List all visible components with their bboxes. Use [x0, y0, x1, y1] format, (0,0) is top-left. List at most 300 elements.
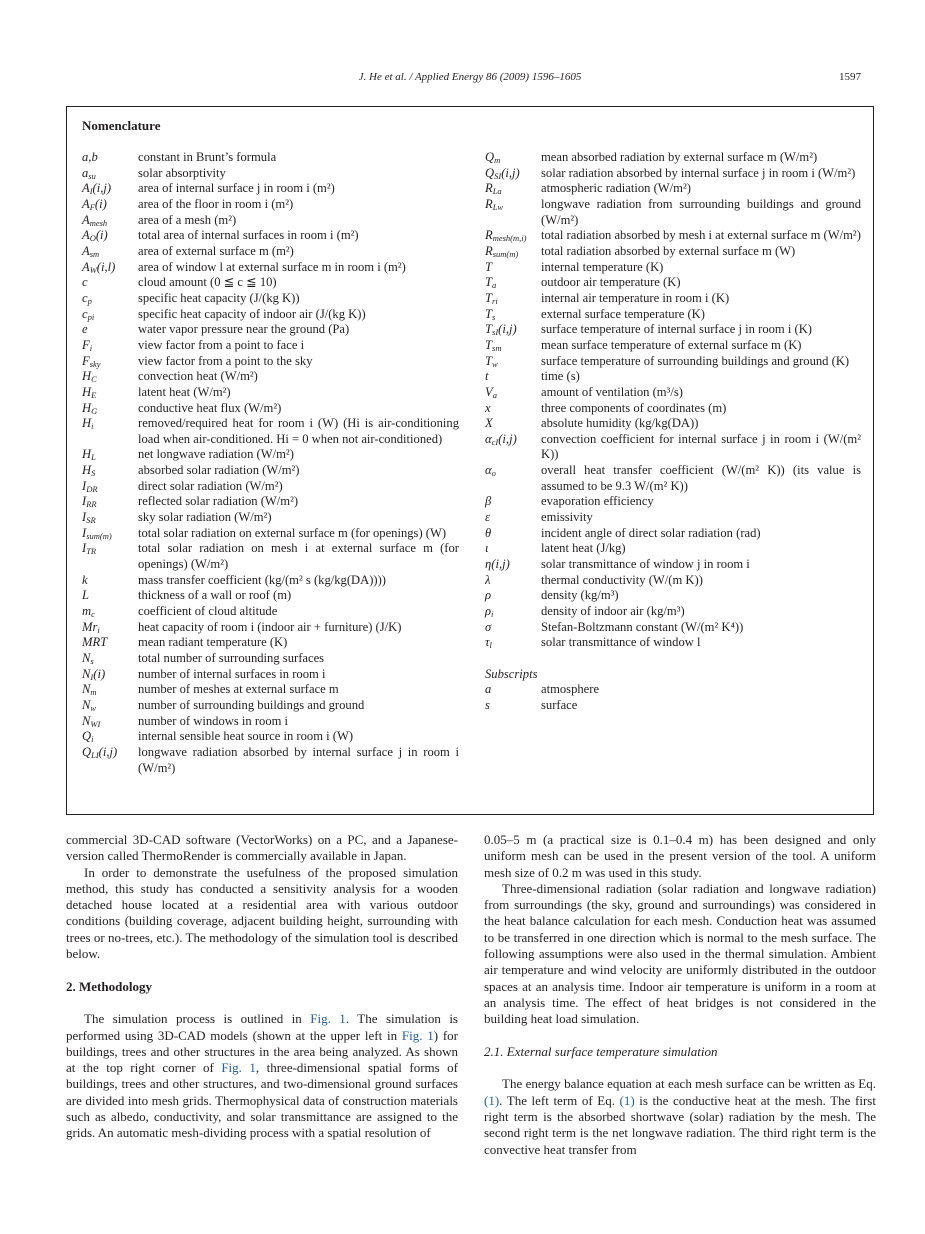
symbol-base: k — [82, 572, 88, 587]
nomenclature-entry — [485, 573, 861, 589]
symbol-base: T — [485, 306, 493, 321]
subsection-heading: 2.1. External surface temperature simulation — [484, 1043, 718, 1059]
symbol-base: T — [485, 259, 493, 274]
nomenclature-description: internal air temperature in room i (K) — [541, 290, 730, 305]
symbol-subscript: I — [89, 186, 93, 197]
nomenclature-description: evaporation efficiency — [541, 494, 654, 509]
symbol-base: Q — [82, 729, 92, 744]
symbol-base: A — [82, 228, 90, 243]
nomenclature-description: surface — [541, 697, 578, 712]
symbol-base: Q — [485, 165, 495, 180]
nomenclature-symbol — [485, 698, 541, 714]
nomenclature-symbol — [485, 354, 541, 370]
nomenclature-entry — [82, 714, 459, 730]
symbol-base: A — [82, 259, 90, 274]
nomenclature-symbol — [485, 432, 541, 463]
nomenclature-description: area of a mesh (m²) — [138, 212, 237, 227]
nomenclature-entry — [82, 620, 459, 636]
nomenclature-symbol — [82, 369, 138, 385]
symbol-base: t — [485, 369, 489, 384]
nomenclature-symbol — [82, 635, 138, 651]
nomenclature-description: specific heat capacity (J/(kg K)) — [138, 290, 300, 305]
symbol-subscript: p — [87, 295, 92, 306]
nomenclature-entry — [485, 369, 861, 385]
paragraph-text: 0.05–5 m (a practical size is 0.1–0.4 m) has been designed and only uniform mesh can be used in the present version of the tool. A uniform mesh size of 0.2 m was used in this study. — [484, 832, 876, 880]
nomenclature-symbol — [82, 667, 138, 683]
symbol-subscript: m — [494, 155, 501, 165]
symbol-subscript: I — [90, 671, 94, 682]
symbol-subscript: s — [492, 311, 496, 322]
nomenclature-symbol — [485, 557, 541, 573]
symbol-subscript: sm — [89, 248, 100, 259]
symbol-args: (i,j) — [491, 557, 510, 572]
nomenclature-description: solar transmittance of window j in room i — [541, 557, 750, 572]
nomenclature-entry — [82, 150, 459, 166]
nomenclature-description: specific heat capacity of indoor air (J/(kg K)) — [138, 306, 366, 321]
nomenclature-symbol — [82, 197, 138, 213]
nomenclature-description: convection heat (W/m²) — [138, 369, 258, 384]
nomenclature-symbol — [485, 588, 541, 604]
nomenclature-entry — [82, 197, 459, 213]
symbol-base: θ — [485, 525, 492, 540]
paragraph-text: The simulation process is outlined in — [84, 1011, 311, 1027]
nomenclature-entry — [82, 604, 459, 620]
nomenclature-entry — [485, 166, 861, 182]
nomenclature-entry — [82, 526, 459, 542]
nomenclature-symbol — [485, 494, 541, 510]
nomenclature-description: constant in Brunt’s formula — [138, 150, 277, 164]
nomenclature-symbol — [485, 260, 541, 276]
nomenclature-symbol — [82, 291, 138, 307]
symbol-subscript: L — [91, 452, 96, 463]
nomenclature-description: mean radiant temperature (K) — [138, 635, 288, 650]
nomenclature-entry — [82, 494, 459, 510]
nomenclature-entry — [485, 698, 861, 714]
body-right-column — [484, 832, 876, 1158]
symbol-base: N — [82, 713, 91, 728]
nomenclature-entry — [485, 401, 861, 417]
symbol-base: α — [485, 431, 492, 446]
nomenclature-description: latent heat (W/m²) — [138, 384, 231, 399]
symbol-base: H — [82, 416, 92, 431]
symbol-subscript: RR — [86, 499, 97, 510]
body-paragraph — [484, 1076, 876, 1157]
symbol-subscript: cI — [491, 436, 499, 447]
symbol-subscript: E — [91, 389, 97, 400]
symbol-base: N — [82, 682, 91, 697]
symbol-subscript: ri — [492, 295, 498, 306]
symbol-base: T — [485, 290, 493, 305]
nomenclature-description: atmosphere — [541, 682, 600, 697]
nomenclature-box — [66, 106, 874, 815]
symbol-base: a — [82, 150, 89, 164]
nomenclature-description: coefficient of cloud altitude — [138, 604, 278, 619]
nomenclature-symbol — [82, 604, 138, 620]
symbol-subscript: sm — [492, 342, 502, 353]
nomenclature-description: Stefan-Boltzmann constant (W/(m² K⁴)) — [541, 619, 744, 634]
body-paragraph — [66, 1011, 458, 1141]
symbol-subscript: sky — [89, 358, 101, 369]
nomenclature-entry — [485, 432, 861, 463]
symbol-base: s — [485, 697, 490, 712]
symbol-subscript: pi — [87, 311, 95, 322]
nomenclature-entry — [485, 385, 861, 401]
nomenclature-entry — [82, 447, 459, 463]
symbol-subscript: W — [89, 264, 97, 275]
symbol-base: x — [485, 400, 491, 415]
nomenclature-entry — [485, 338, 861, 354]
symbol-subscript: o — [491, 468, 496, 479]
nomenclature-description: area of the floor in room i (m²) — [138, 196, 294, 211]
nomenclature-entry — [82, 322, 459, 338]
nomenclature-description: number of surrounding buildings and ground — [138, 697, 365, 712]
nomenclature-description: reflected solar radiation (W/m²) — [138, 494, 299, 509]
symbol-args: (i,j) — [92, 181, 112, 196]
symbol-base: R — [485, 243, 493, 258]
symbol-base: Q — [82, 744, 92, 759]
symbol-subscript: c — [91, 609, 95, 620]
symbol-base: A — [82, 243, 90, 258]
symbol-subscript: i — [97, 624, 100, 635]
nomenclature-symbol — [485, 244, 541, 260]
nomenclature-description: total solar radiation on external surface m (for openings) (W) — [138, 525, 447, 540]
symbol-base: T — [485, 337, 493, 352]
nomenclature-entry — [82, 338, 459, 354]
nomenclature-entry — [82, 228, 459, 244]
symbol-base: ι — [485, 541, 489, 556]
nomenclature-symbol — [82, 354, 138, 370]
symbol-subscript: C — [91, 374, 97, 385]
nomenclature-description: convection coefficient for internal surface j in room i (W/(m² K)) — [541, 431, 861, 462]
body-paragraph — [66, 865, 458, 963]
symbol-subscript: mesh — [89, 217, 108, 228]
cross-reference-link[interactable]: (1) — [484, 1092, 500, 1108]
nomenclature-description: absolute humidity (kg/kg(DA)) — [541, 416, 699, 431]
symbol-base: H — [82, 447, 92, 462]
symbol-subscript: i — [491, 609, 494, 620]
symbol-subscript: i — [91, 734, 94, 745]
symbol-subscript: G — [91, 405, 98, 416]
paragraph-text: In order to demonstrate the usefulness of the proposed simulation method, this study has conducted a sensitivity analysis for a wooden detached house located at a residential area with various outdoor conditions (building coverage, adjacent building height, surrounding with trees or no-trees, etc.). The methodology of the simulation tool is described below. — [66, 864, 458, 962]
nomenclature-entry — [485, 322, 861, 338]
symbol-base: I — [82, 525, 87, 540]
nomenclature-symbol — [485, 275, 541, 291]
section-heading: 2. Methodology — [66, 978, 152, 994]
nomenclature-symbol — [485, 573, 541, 589]
symbol-subscript: LI — [91, 749, 99, 760]
symbol-subscript: i — [91, 421, 94, 432]
nomenclature-symbol — [82, 729, 138, 745]
body-left-column — [66, 832, 458, 1142]
symbol-base: Q — [485, 150, 495, 164]
symbol-base: T — [485, 353, 493, 368]
paragraph-text: , three-dimensional spatial forms of buildings, trees and other structures, and two-dimensional ground surfaces are divided into mesh grids. Thermophysical data of construction materials such as albedo, conductivity, and solar transmittance are assigned to the grids. An automatic mesh-dividing process with a spatial resolution of — [66, 1060, 458, 1141]
nomenclature-description: solar transmittance of window l — [541, 635, 701, 650]
nomenclature-symbol — [82, 275, 138, 291]
paragraph-text: . The left term of Eq. — [499, 1092, 620, 1108]
nomenclature-symbol — [485, 197, 541, 228]
nomenclature-entry — [82, 667, 459, 683]
symbol-base: A — [82, 212, 90, 227]
nomenclature-description: time (s) — [541, 369, 580, 384]
nomenclature-description: total solar radiation on mesh i at external surface m (for openings) (W/m²) — [138, 541, 459, 572]
nomenclature-symbol — [485, 526, 541, 542]
symbol-base: Mr — [82, 619, 98, 634]
nomenclature-entry — [485, 416, 861, 432]
nomenclature-entry — [82, 682, 459, 698]
symbol-args: (i,j) — [98, 744, 118, 759]
symbol-base: N — [82, 651, 91, 665]
nomenclature-right-column — [485, 150, 861, 714]
symbol-subscript: sum(m) — [492, 248, 519, 259]
nomenclature-entry — [485, 150, 861, 166]
nomenclature-symbol — [82, 588, 138, 604]
nomenclature-entry — [82, 275, 459, 291]
nomenclature-symbol — [82, 573, 138, 589]
nomenclature-description: three components of coordinates (m) — [541, 400, 727, 415]
nomenclature-entry — [82, 401, 459, 417]
nomenclature-symbol — [82, 322, 138, 338]
symbol-subscript: su — [88, 170, 96, 181]
nomenclature-entry — [82, 416, 459, 447]
nomenclature-description: heat capacity of room i (indoor air + furniture) (J/K) — [138, 619, 402, 634]
symbol-subscript: s — [90, 656, 94, 666]
nomenclature-description: view factor from a point to face i — [138, 337, 305, 352]
symbol-base: a — [82, 165, 89, 180]
symbol-base: F — [82, 337, 90, 352]
symbol-base: X — [485, 416, 493, 431]
nomenclature-symbol — [82, 213, 138, 229]
symbol-subscript: SI — [494, 170, 502, 181]
symbol-base: N — [82, 697, 91, 712]
paragraph-text: The energy balance equation at each mesh surface can be written as Eq. — [502, 1076, 876, 1092]
symbol-base: c — [82, 306, 88, 321]
nomenclature-description: emissivity — [541, 510, 593, 525]
symbol-base: I — [82, 541, 87, 556]
symbol-args: ,b — [88, 150, 98, 164]
nomenclature-description: direct solar radiation (W/m²) — [138, 478, 283, 493]
nomenclature-description: total number of surrounding surfaces — [138, 651, 325, 665]
symbol-base: I — [82, 510, 87, 525]
symbol-subscript: S — [91, 468, 96, 479]
nomenclature-description: longwave radiation absorbed by internal surface j in room i (W/m²) — [138, 744, 459, 775]
nomenclature-symbol — [485, 150, 541, 166]
symbol-subscript: WI — [90, 718, 101, 729]
paragraph-text: ) for buildings, trees and other structures in the area being analyzed. As shown at the top right corner of — [66, 1027, 458, 1076]
nomenclature-symbol — [485, 369, 541, 385]
cross-reference-link[interactable]: (1) — [619, 1092, 635, 1108]
symbol-subscript: mesh(m,i) — [492, 233, 527, 244]
nomenclature-symbol — [82, 479, 138, 495]
nomenclature-symbol — [82, 651, 138, 667]
nomenclature-symbol — [82, 416, 138, 447]
nomenclature-description: density (kg/m³) — [541, 588, 619, 603]
nomenclature-description: number of windows in room i — [138, 713, 289, 728]
symbol-subscript: Lw — [492, 201, 504, 212]
nomenclature-symbol — [82, 228, 138, 244]
nomenclature-entry — [82, 510, 459, 526]
symbol-args: (i,l) — [96, 259, 116, 274]
symbol-args: (i) — [93, 666, 106, 681]
nomenclature-entry — [82, 354, 459, 370]
nomenclature-entry — [82, 166, 459, 182]
nomenclature-symbol — [485, 401, 541, 417]
paragraph-text: is the conductive heat at the mesh. The first right term is the absorbed shortwave (solar) radiation by the mesh. The second right term is the net longwave radiation. The third right term is the convective heat transfer from — [484, 1092, 876, 1157]
nomenclature-entry — [485, 307, 861, 323]
nomenclature-entry — [82, 369, 459, 385]
nomenclature-description: total area of internal surfaces in room i (m²) — [138, 228, 359, 243]
nomenclature-entry — [82, 541, 459, 572]
symbol-base: ρ — [485, 588, 492, 603]
symbol-base: α — [485, 463, 492, 478]
nomenclature-entry — [82, 181, 459, 197]
nomenclature-entry — [82, 260, 459, 276]
nomenclature-description: absorbed solar radiation (W/m²) — [138, 463, 300, 478]
symbol-base: T — [485, 322, 493, 337]
cross-reference-link[interactable]: Fig. 1 — [401, 1027, 434, 1043]
nomenclature-symbol — [82, 150, 138, 166]
nomenclature-description: total radiation absorbed by external surface m (W) — [541, 243, 796, 258]
symbol-subscript: m — [90, 687, 97, 698]
nomenclature-symbol — [82, 698, 138, 714]
nomenclature-symbol — [485, 166, 541, 182]
nomenclature-entry — [485, 228, 861, 244]
symbol-base: ρ — [485, 604, 492, 619]
nomenclature-entry — [485, 291, 861, 307]
symbol-subscript: w — [90, 702, 97, 713]
nomenclature-symbol — [82, 166, 138, 182]
nomenclature-entry — [82, 244, 459, 260]
nomenclature-entry — [485, 260, 861, 276]
nomenclature-entry — [485, 541, 861, 557]
symbol-base: a — [485, 682, 492, 697]
symbol-subscript: SR — [86, 515, 96, 526]
nomenclature-symbol — [82, 385, 138, 401]
nomenclature-entry — [485, 494, 861, 510]
nomenclature-entry — [82, 463, 459, 479]
nomenclature-entry — [82, 385, 459, 401]
nomenclature-description: thickness of a wall or roof (m) — [138, 588, 292, 603]
symbol-base: m — [82, 604, 92, 619]
nomenclature-description: total radiation absorbed by mesh i at external surface m (W/m²) — [541, 228, 861, 243]
nomenclature-description: number of meshes at external surface m — [138, 682, 339, 697]
symbol-base: A — [82, 196, 90, 211]
nomenclature-symbol — [82, 620, 138, 636]
nomenclature-entry — [485, 463, 861, 494]
paragraph-text: . The simulation is performed using 3D-CAD models (shown at the upper left in — [66, 1011, 458, 1043]
nomenclature-description: amount of ventilation (m³/s) — [541, 384, 683, 399]
nomenclature-description: latent heat (J/kg) — [541, 541, 626, 556]
nomenclature-description: area of internal surface j in room i (m²) — [138, 181, 335, 196]
nomenclature-symbol — [485, 463, 541, 494]
nomenclature-description: external surface temperature (K) — [541, 306, 705, 321]
nomenclature-symbol — [485, 510, 541, 526]
nomenclature-entry — [82, 307, 459, 323]
nomenclature-entry — [82, 573, 459, 589]
symbol-subscript: La — [492, 186, 502, 197]
symbol-base: R — [485, 181, 493, 196]
nomenclature-symbol — [485, 338, 541, 354]
nomenclature-symbol — [82, 714, 138, 730]
nomenclature-entry — [82, 745, 459, 776]
symbol-base: H — [82, 369, 92, 384]
symbol-subscript: l — [489, 640, 492, 651]
symbol-args: (i,j) — [498, 431, 517, 446]
nomenclature-symbol — [82, 244, 138, 260]
cross-reference-link[interactable]: Fig. 1 — [310, 1011, 346, 1027]
nomenclature-symbol — [82, 447, 138, 463]
nomenclature-description: incident angle of direct solar radiation (rad) — [541, 525, 761, 540]
nomenclature-symbol — [82, 260, 138, 276]
symbol-base: ε — [485, 510, 490, 525]
cross-reference-link[interactable]: Fig. 1 — [221, 1060, 256, 1076]
nomenclature-description: view factor from a point to the sky — [138, 353, 313, 368]
symbol-base: F — [82, 353, 90, 368]
nomenclature-symbol — [82, 463, 138, 479]
nomenclature-description: sky solar radiation (W/m²) — [138, 510, 272, 525]
subscripts-title: Subscripts — [485, 666, 538, 681]
nomenclature-description: number of internal surfaces in room i — [138, 666, 326, 681]
nomenclature-entry — [485, 197, 861, 228]
nomenclature-symbol — [485, 635, 541, 651]
symbol-base: T — [485, 275, 493, 290]
symbol-base: H — [82, 463, 92, 478]
nomenclature-entry — [485, 620, 861, 636]
symbol-base: τ — [485, 635, 490, 650]
nomenclature-entry — [485, 510, 861, 526]
paragraph-text: Three-dimensional radiation (solar radiation and longwave radiation) from surroundings (the sky, ground and surroundings) was considered in the heat balance calculation for each mesh. Conduction heat was assumed to be transferred in one direction which is normal to the mesh surface. The following assumptions were also used in the thermal simulation. Ambient air temperature and wind velocity are uniformly distributed in the outdoor spaces at an analysis time. Indoor air temperature is uniform in a room at an analysis time. The effect of heat bridges is not considered in the building heat load simulation. — [484, 880, 876, 1027]
nomenclature-symbol — [82, 745, 138, 776]
nomenclature-description: surface temperature of internal surface j in room i (K) — [541, 322, 812, 337]
nomenclature-symbol — [485, 228, 541, 244]
journal-citation: J. He et al. / Applied Energy 86 (2009) 1596–1605 — [358, 71, 582, 83]
symbol-base: β — [485, 494, 492, 509]
nomenclature-left-column — [82, 150, 459, 776]
nomenclature-entry — [82, 635, 459, 651]
symbol-base: λ — [485, 572, 491, 587]
nomenclature-description: atmospheric radiation (W/m²) — [541, 181, 691, 196]
nomenclature-entry — [82, 479, 459, 495]
nomenclature-description: water vapor pressure near the ground (Pa) — [138, 322, 350, 337]
nomenclature-description: mean absorbed radiation by external surface m (W/m²) — [541, 150, 818, 164]
nomenclature-symbol — [485, 322, 541, 338]
nomenclature-symbol — [485, 604, 541, 620]
paragraph-text: commercial 3D-CAD software (VectorWorks) on a PC, and a Japanese-version called ThermoRender is commercially available in Japan. — [66, 832, 458, 864]
nomenclature-description: mass transfer coefficient (kg/(m² s (kg/kg(DA)))) — [138, 572, 386, 587]
nomenclature-symbol — [485, 385, 541, 401]
nomenclature-symbol — [82, 181, 138, 197]
nomenclature-entry — [485, 354, 861, 370]
symbol-base: c — [82, 290, 88, 305]
symbol-base: e — [82, 322, 88, 337]
nomenclature-symbol — [485, 620, 541, 636]
nomenclature-description: longwave radiation from surrounding buildings and ground (W/m²) — [541, 196, 861, 227]
nomenclature-description: conductive heat flux (W/m²) — [138, 400, 282, 415]
nomenclature-entry — [485, 635, 861, 651]
nomenclature-symbol — [485, 541, 541, 557]
nomenclature-entry — [82, 588, 459, 604]
page-number: 1597 — [839, 71, 861, 83]
symbol-base: R — [485, 228, 493, 243]
nomenclature-entry — [485, 604, 861, 620]
nomenclature-description: thermal conductivity (W/(m K)) — [541, 572, 703, 587]
nomenclature-entry — [82, 213, 459, 229]
nomenclature-entry — [485, 588, 861, 604]
symbol-base: H — [82, 400, 92, 415]
nomenclature-symbol — [485, 307, 541, 323]
nomenclature-description: surface temperature of surrounding buildings and ground (K) — [541, 353, 850, 368]
symbol-base: V — [485, 384, 493, 399]
